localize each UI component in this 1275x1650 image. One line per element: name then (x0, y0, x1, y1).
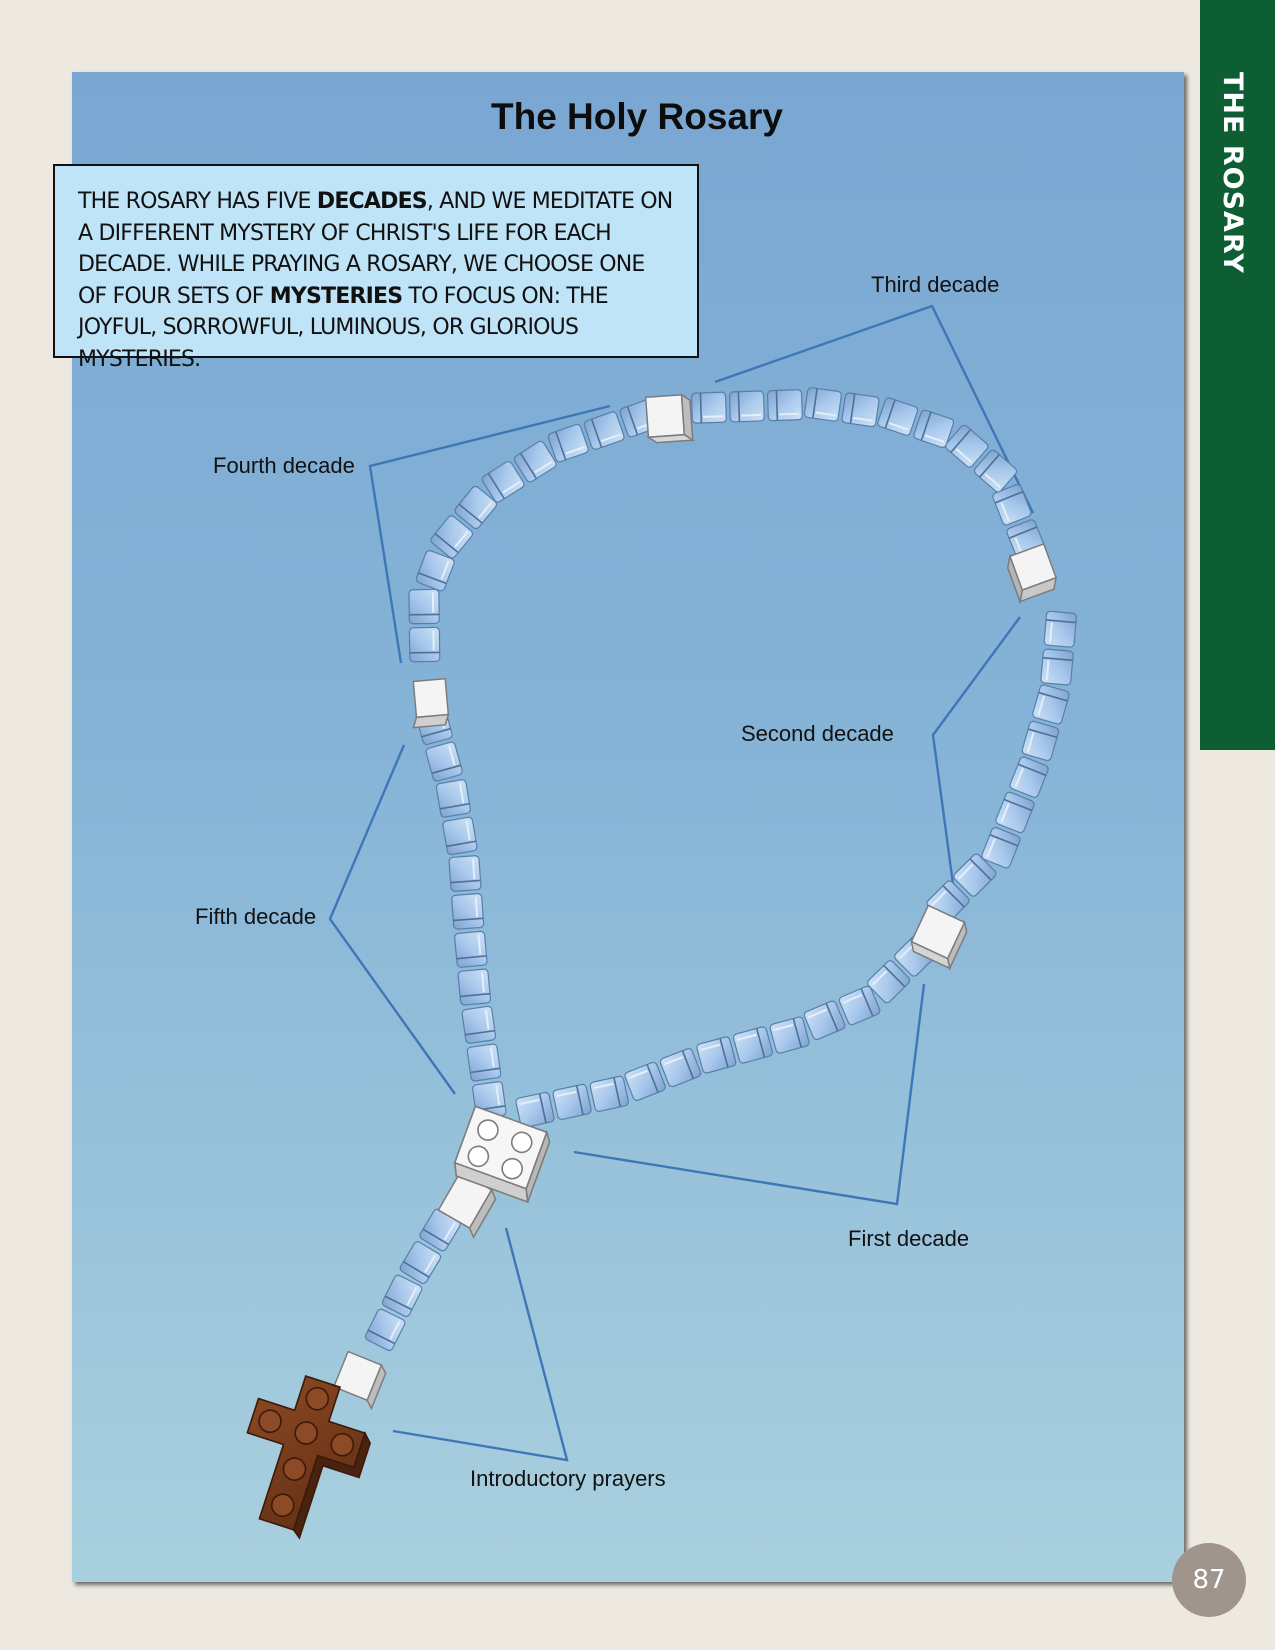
bead (458, 969, 491, 1006)
bead (409, 589, 439, 623)
bead (583, 411, 625, 451)
second-decade-label: Second decade (741, 721, 894, 746)
fifth-decade-leader (330, 745, 455, 1094)
bead (1032, 684, 1070, 725)
fifth-decade-label: Fifth decade (195, 904, 317, 929)
bead (804, 387, 842, 421)
page-title: The Holy Rosary (491, 96, 783, 137)
separator-brick-top (646, 394, 693, 443)
separator-brick-right (1004, 544, 1059, 602)
bead (877, 397, 919, 436)
third-decade-label: Third decade (871, 272, 1000, 297)
bead (449, 855, 481, 891)
bead (767, 390, 802, 421)
first-decade-label: First decade (848, 1226, 970, 1251)
introductory-prayers-label: Introductory prayers (470, 1466, 666, 1491)
bead (995, 791, 1035, 834)
bead (729, 391, 764, 422)
bead (1009, 756, 1049, 799)
bead (696, 1036, 737, 1074)
bead (590, 1076, 630, 1113)
section-tab-label: THE ROSARY (1217, 72, 1248, 274)
bead (691, 392, 726, 423)
bead (409, 627, 439, 661)
page-number-badge (1172, 1543, 1246, 1617)
bead (467, 1044, 501, 1082)
bead (547, 423, 589, 463)
bead (552, 1084, 592, 1121)
fourth-decade-label: Fourth decade (213, 453, 355, 478)
bead (1021, 720, 1059, 761)
bead (733, 1026, 774, 1064)
bead (442, 817, 477, 856)
bead (659, 1047, 702, 1087)
separator-brick-cross (332, 1352, 388, 1409)
bead (425, 741, 463, 782)
bead (842, 393, 880, 427)
bead (454, 931, 487, 968)
bead (452, 893, 484, 929)
bead (1041, 649, 1074, 685)
leader-lines (330, 306, 1033, 1460)
intro-note-text: THE ROSARY HAS FIVE DECADES, AND WE MEDITATE ON A DIFFERENT MYSTERY OF CHRIST'S LIFE FOR EACH DECADE. WHILE PRAYING A ROSARY, WE CHOOSE ONE OF FOUR SETS OF MYSTERIES TO FOCUS ON: THE JOYFUL, SORROWFUL, LUMINOUS, OR GLORIOUS MYSTERIES. (78, 189, 673, 372)
bead (769, 1016, 810, 1054)
bead (462, 1006, 496, 1044)
bead (364, 1308, 406, 1352)
separator-brick-left (409, 679, 449, 728)
bead (436, 779, 471, 818)
bead (1044, 611, 1077, 647)
page-number: 87 (1192, 1565, 1226, 1595)
bead (803, 1000, 846, 1041)
bead (624, 1061, 667, 1101)
term-mysteries: MYSTERIES (269, 283, 403, 309)
term-decades: DECADES (316, 189, 427, 214)
